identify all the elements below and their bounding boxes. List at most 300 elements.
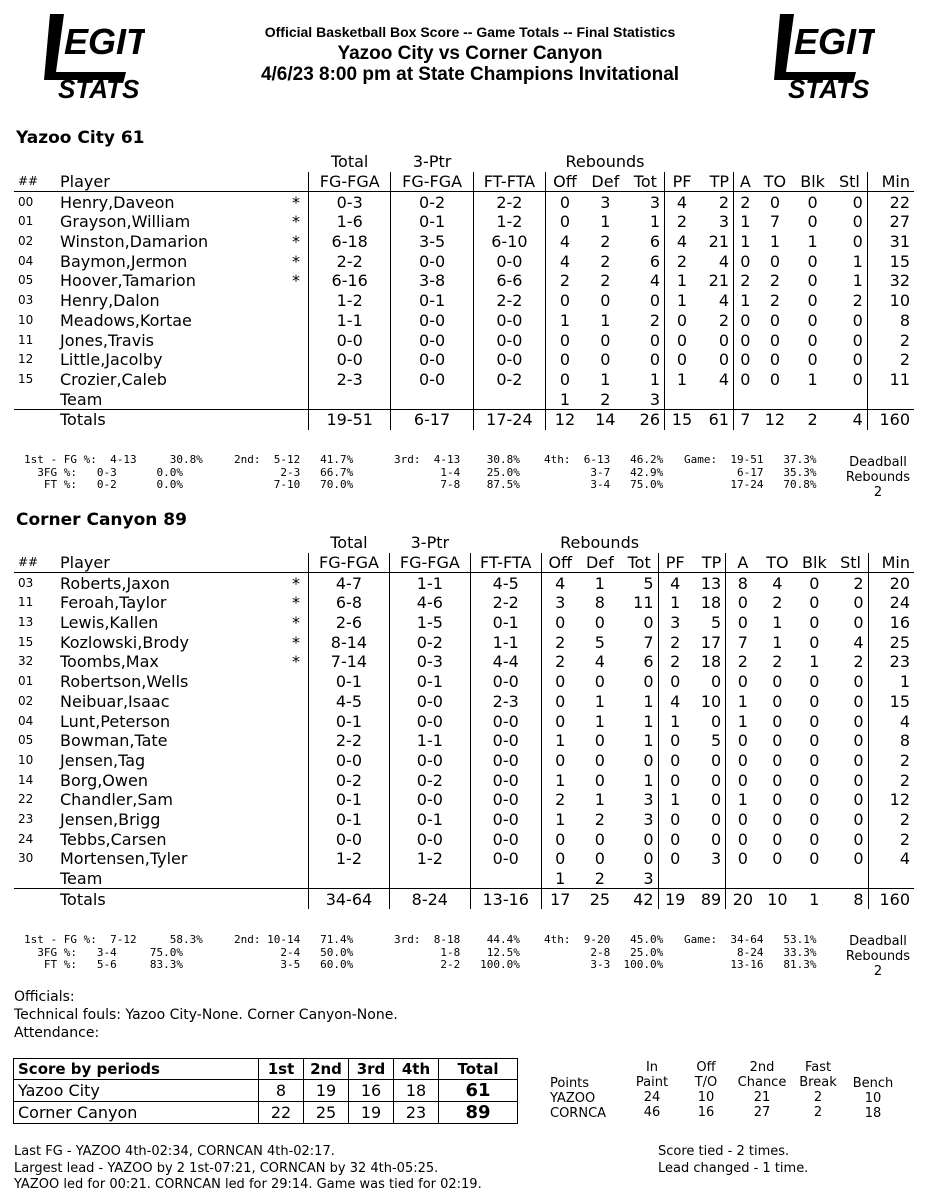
starter-mark: * xyxy=(292,251,300,271)
player-number: 05 xyxy=(18,273,34,288)
ft: 4-4 xyxy=(470,652,541,672)
steals: 0 xyxy=(834,790,868,810)
steals: 4 xyxy=(834,632,868,652)
assists: 0 xyxy=(740,330,751,350)
empty xyxy=(692,869,726,889)
fg: 0-1 xyxy=(309,672,390,692)
empty xyxy=(309,869,390,889)
def-reb: 0 xyxy=(594,770,605,790)
ft: 0-2 xyxy=(473,370,545,390)
steals: 2 xyxy=(834,573,868,593)
player-row xyxy=(14,810,914,830)
tot-reb: 3 xyxy=(621,869,658,889)
three-pt: 0-0 xyxy=(391,311,473,331)
fg: 6-18 xyxy=(309,232,391,252)
empty xyxy=(734,389,757,409)
pf: 0 xyxy=(676,350,688,370)
empty xyxy=(699,389,734,409)
def-reb: 1 xyxy=(594,790,605,810)
ft: 0-1 xyxy=(470,613,541,633)
tp: 0 xyxy=(692,770,726,790)
tp: 0 xyxy=(692,790,726,810)
empty xyxy=(832,389,867,409)
group-rebounds-label: Rebounds xyxy=(565,152,645,172)
assists: 0 xyxy=(740,310,751,330)
player-name: Jones,Travis xyxy=(60,330,154,350)
off-reb: 1 xyxy=(555,869,566,889)
starter-mark xyxy=(284,711,309,731)
totals-row xyxy=(14,889,914,909)
fg: 8-14 xyxy=(309,632,390,652)
pf: 2 xyxy=(676,212,688,232)
ft: 0-0 xyxy=(470,731,541,751)
turnovers: 4 xyxy=(772,573,783,593)
assists: 1 xyxy=(737,691,748,711)
player-number: 15 xyxy=(18,371,34,386)
pct-block-3: 3rd: 8-18 44.4% 1-8 12.5% 2-2 100.0% xyxy=(394,933,520,971)
player-name: Meadows,Kortae xyxy=(60,310,192,330)
player-name: Hoover,Tamarion xyxy=(60,271,196,291)
fg: 19-51 xyxy=(309,409,391,429)
pct-block-4: 4th: 6-13 46.2% 3-7 42.9% 3-4 75.0% xyxy=(544,453,664,491)
assists: 1 xyxy=(740,291,751,311)
player-row xyxy=(14,632,914,652)
def-reb: 1 xyxy=(600,369,611,389)
tot-reb: 3 xyxy=(627,192,665,212)
player-number: 00 xyxy=(18,194,34,209)
pf: 0 xyxy=(670,672,681,692)
tp: 10 xyxy=(692,692,726,712)
empty xyxy=(665,389,700,409)
player-row xyxy=(14,711,914,731)
steals: 0 xyxy=(832,350,867,370)
steals: 0 xyxy=(832,311,867,331)
tp: 21 xyxy=(699,232,734,252)
player-row xyxy=(14,751,914,771)
blocks: 0 xyxy=(809,750,820,770)
empty xyxy=(757,152,793,172)
turnovers: 7 xyxy=(769,212,780,232)
player-row xyxy=(14,330,914,350)
fg: 1-2 xyxy=(309,849,390,869)
tp: 5 xyxy=(692,731,726,751)
steals: 0 xyxy=(832,232,867,252)
pct-block-1: 1st - FG %: 7-12 58.3% 3FG %: 3-4 75.0% FT %: 5-6 83.3% xyxy=(24,933,203,971)
blocks: 0 xyxy=(809,632,820,652)
def-reb: 0 xyxy=(594,731,605,751)
col-tp: TP xyxy=(692,553,726,573)
assists: 2 xyxy=(737,652,748,672)
player-name: Mortensen,Tyler xyxy=(60,849,188,869)
starter-mark xyxy=(284,810,309,830)
def-reb: 2 xyxy=(594,809,605,829)
assists: 1 xyxy=(737,790,748,810)
turnovers: 0 xyxy=(772,711,783,731)
player-name: Winston,Damarion xyxy=(60,232,209,252)
off-reb: 17 xyxy=(541,889,579,909)
blocks: 0 xyxy=(807,212,818,232)
pf: 1 xyxy=(670,711,681,731)
tp: 0 xyxy=(692,711,726,731)
off-reb: 2 xyxy=(555,790,566,810)
ft: 2-2 xyxy=(470,593,541,613)
minutes: 25 xyxy=(889,632,910,652)
off-reb: 0 xyxy=(555,829,566,849)
tp: 3 xyxy=(699,212,734,232)
empty xyxy=(867,389,914,409)
totals-row xyxy=(14,409,914,429)
ft: 2-2 xyxy=(473,192,545,212)
assists: 8 xyxy=(737,573,748,593)
tot-reb: 0 xyxy=(621,751,658,771)
player-number: 01 xyxy=(18,214,34,229)
player-number: 15 xyxy=(18,634,34,649)
empty xyxy=(699,152,734,172)
fg: 1-2 xyxy=(309,291,391,311)
empty xyxy=(284,152,309,172)
team-label: Team xyxy=(60,389,103,409)
starter-mark: * xyxy=(292,632,300,652)
blocks: 2 xyxy=(793,409,832,429)
group-rebounds-label: Rebounds xyxy=(560,533,640,553)
def-reb: 2 xyxy=(594,869,605,889)
starter-mark: * xyxy=(292,212,300,232)
def-reb: 0 xyxy=(594,849,605,869)
empty xyxy=(665,152,700,172)
group-total-label: Total xyxy=(330,533,368,553)
player-number: 11 xyxy=(18,595,34,610)
pct-block-4: 4th: 9-20 45.0% 2-8 25.0% 3-3 100.0% xyxy=(544,933,664,971)
off-reb: 2 xyxy=(559,271,571,291)
pct-block-5: Game: 34-64 53.1% 8-24 33.3% 13-16 81.3% xyxy=(684,933,817,971)
ft: 4-5 xyxy=(470,573,541,593)
team2-deadball-rebounds: Deadball Rebounds 2 xyxy=(845,934,911,979)
off-reb: 2 xyxy=(555,652,566,672)
player-row xyxy=(14,790,914,810)
empty xyxy=(793,152,832,172)
tp: 4 xyxy=(699,251,734,271)
tp: 2 xyxy=(699,311,734,331)
assists: 0 xyxy=(737,731,748,751)
pct-block-1: 1st - FG %: 4-13 30.8% 3FG %: 0-3 0.0% FT %: 0-2 0.0% xyxy=(24,453,203,491)
minutes: 4 xyxy=(899,849,910,869)
col-fg: FG-FGA xyxy=(309,553,390,573)
three-pt: 0-1 xyxy=(391,291,473,311)
turnovers: 0 xyxy=(772,809,783,829)
tot-reb: 5 xyxy=(621,573,658,593)
legit-stats-logo-left xyxy=(30,10,145,102)
player-number: 14 xyxy=(18,772,34,787)
def-reb: 0 xyxy=(600,291,611,311)
steals: 0 xyxy=(834,810,868,830)
blocks: 1 xyxy=(807,232,818,252)
assists: 7 xyxy=(737,632,748,652)
def-reb: 1 xyxy=(594,711,605,731)
off-reb: 4 xyxy=(555,573,566,593)
turnovers: 0 xyxy=(772,731,783,751)
team2-title: Corner Canyon 89 xyxy=(16,510,187,530)
tot-reb: 1 xyxy=(627,212,665,232)
tp: 0 xyxy=(692,810,726,830)
three-pt: 1-2 xyxy=(389,849,470,869)
tot-reb: 1 xyxy=(621,711,658,731)
fg: 6-16 xyxy=(309,271,391,291)
col-ft: FT-FTA xyxy=(473,172,545,192)
turnovers: 0 xyxy=(772,849,783,869)
ft: 0-0 xyxy=(473,350,545,370)
ft: 0-0 xyxy=(470,672,541,692)
empty xyxy=(760,533,796,553)
player-row xyxy=(14,692,914,712)
ft: 2-3 xyxy=(470,692,541,712)
fg: 0-0 xyxy=(309,829,390,849)
player-name: Henry,Daveon xyxy=(60,192,175,212)
pf: 0 xyxy=(670,849,681,869)
svg-text:STATS: STATS xyxy=(58,74,140,102)
col-num: ## xyxy=(14,553,56,573)
turnovers: 2 xyxy=(769,291,780,311)
fg: 2-6 xyxy=(309,613,390,633)
player-name: Jensen,Brigg xyxy=(60,809,161,829)
starter-mark: * xyxy=(292,593,300,613)
off-reb: 1 xyxy=(555,770,566,790)
player-name: Chandler,Sam xyxy=(60,790,173,810)
col-stl: Stl xyxy=(834,553,868,573)
three-pt: 0-2 xyxy=(389,632,470,652)
player-name: Baymon,Jermon xyxy=(60,251,188,271)
player-number: 32 xyxy=(18,654,34,669)
empty xyxy=(14,409,56,429)
player-name: Toombs,Max xyxy=(60,652,159,672)
empty xyxy=(793,389,832,409)
tp: 4 xyxy=(699,291,734,311)
col-def: Def xyxy=(584,172,627,192)
pf: 4 xyxy=(670,573,681,593)
minutes: 8 xyxy=(899,731,910,751)
player-name: Feroah,Taylor xyxy=(60,593,167,613)
pct-block-2: 2nd: 5-12 41.7% 2-3 66.7% 7-10 70.0% xyxy=(234,453,354,491)
col-blk: Blk xyxy=(795,553,833,573)
tot-reb: 0 xyxy=(621,672,658,692)
ft: 17-24 xyxy=(473,409,545,429)
team-rebounds-row xyxy=(14,389,914,409)
starter-mark xyxy=(284,849,309,869)
starter-mark xyxy=(284,350,309,370)
tp: 0 xyxy=(692,751,726,771)
player-number: 22 xyxy=(18,792,34,807)
empty xyxy=(470,533,541,553)
blocks: 0 xyxy=(809,809,820,829)
fg: 34-64 xyxy=(309,889,390,909)
empty xyxy=(757,389,793,409)
def-reb: 4 xyxy=(594,652,605,672)
player-name: Robertson,Wells xyxy=(60,672,189,692)
turnovers: 1 xyxy=(772,632,783,652)
empty xyxy=(284,889,309,909)
blocks: 0 xyxy=(809,613,820,633)
empty xyxy=(389,869,470,889)
empty xyxy=(284,533,309,553)
off-reb: 0 xyxy=(555,711,566,731)
technical-fouls: Technical fouls: Yazoo City-None. Corner Canyon-None. xyxy=(14,1007,398,1023)
ft: 1-1 xyxy=(470,632,541,652)
three-pt: 0-0 xyxy=(389,790,470,810)
steals: 0 xyxy=(834,770,868,790)
minutes: 1 xyxy=(899,672,910,692)
fg: 2-2 xyxy=(309,731,390,751)
assists: 0 xyxy=(740,369,751,389)
player-name: Henry,Dalon xyxy=(60,291,160,311)
off-reb: 4 xyxy=(559,251,571,271)
assists: 1 xyxy=(740,212,751,232)
totals-label: Totals xyxy=(56,889,284,909)
tot-reb: 1 xyxy=(621,692,658,712)
team-label: Team xyxy=(60,869,103,889)
pf: 1 xyxy=(670,790,681,810)
col-player: Player xyxy=(56,172,284,192)
assists: 2 xyxy=(740,192,751,212)
group-3ptr-label: 3-Ptr xyxy=(410,533,450,553)
player-row xyxy=(14,613,914,633)
minutes: 20 xyxy=(889,573,910,593)
def-reb: 25 xyxy=(579,889,621,909)
off-reb: 0 xyxy=(559,330,571,350)
minutes: 16 xyxy=(889,613,910,633)
empty xyxy=(760,869,796,889)
group-3ptr-label: 3-Ptr xyxy=(412,152,452,172)
pf: 1 xyxy=(676,271,688,291)
steals: 0 xyxy=(832,330,867,350)
empty xyxy=(284,409,309,429)
def-reb: 0 xyxy=(594,613,605,633)
player-row xyxy=(14,672,914,692)
player-number: 10 xyxy=(18,312,34,327)
def-reb: 5 xyxy=(594,632,605,652)
off-reb: 1 xyxy=(559,389,571,409)
off-reb: 3 xyxy=(555,593,566,613)
blocks: 1 xyxy=(795,889,833,909)
empty xyxy=(14,869,56,889)
steals: 1 xyxy=(832,251,867,271)
steals: 0 xyxy=(834,829,868,849)
steals: 1 xyxy=(832,271,867,291)
three-pt: 0-0 xyxy=(389,829,470,849)
column-group-header xyxy=(14,533,914,553)
turnovers: 2 xyxy=(772,593,783,613)
tp: 0 xyxy=(699,330,734,350)
tp: 3 xyxy=(692,849,726,869)
player-number: 23 xyxy=(18,811,34,826)
minutes: 31 xyxy=(889,232,910,252)
blocks: 0 xyxy=(809,672,820,692)
minutes: 2 xyxy=(899,350,910,370)
tot-reb: 6 xyxy=(621,652,658,672)
def-reb: 3 xyxy=(600,192,611,212)
minutes: 160 xyxy=(867,409,914,429)
tot-reb: 1 xyxy=(621,770,658,790)
blocks: 0 xyxy=(807,251,818,271)
off-reb: 0 xyxy=(555,691,566,711)
fg: 0-1 xyxy=(309,711,390,731)
ft: 6-6 xyxy=(473,271,545,291)
ft: 0-0 xyxy=(473,311,545,331)
empty xyxy=(734,152,757,172)
ft: 0-0 xyxy=(470,711,541,731)
player-row xyxy=(14,573,914,593)
col-off: Off xyxy=(541,553,579,573)
fg: 0-1 xyxy=(309,790,390,810)
col-pf: PF xyxy=(658,553,692,573)
def-reb: 1 xyxy=(600,212,611,232)
steals: 0 xyxy=(834,731,868,751)
team1-deadball-rebounds: Deadball Rebounds 2 xyxy=(845,455,911,500)
starter-mark xyxy=(284,790,309,810)
off-reb: 1 xyxy=(559,310,571,330)
player-number: 02 xyxy=(18,234,34,249)
blocks: 0 xyxy=(809,691,820,711)
turnovers: 0 xyxy=(772,790,783,810)
assists: 7 xyxy=(734,409,757,429)
turnovers: 2 xyxy=(772,652,783,672)
player-row xyxy=(14,192,914,212)
tot-reb: 6 xyxy=(627,251,665,271)
tp: 0 xyxy=(692,829,726,849)
report-title: Official Basketball Box Score -- Game Totals -- Final Statistics xyxy=(264,24,676,40)
three-pt: 0-0 xyxy=(391,370,473,390)
player-row xyxy=(14,731,914,751)
fg: 0-1 xyxy=(309,810,390,830)
off-reb: 0 xyxy=(559,369,571,389)
player-number: 03 xyxy=(18,575,34,590)
turnovers: 0 xyxy=(769,251,780,271)
fg: 4-7 xyxy=(309,573,390,593)
empty xyxy=(14,889,56,909)
off-reb: 0 xyxy=(559,192,571,212)
assists: 0 xyxy=(740,350,751,370)
empty xyxy=(726,533,760,553)
starter-mark: * xyxy=(292,652,300,672)
minutes: 15 xyxy=(889,251,910,271)
game-date-venue: 4/6/23 8:00 pm at State Champions Invitational xyxy=(260,64,680,85)
pf: 4 xyxy=(676,192,688,212)
col-stl: Stl xyxy=(832,172,867,192)
player-row xyxy=(14,291,914,311)
assists: 0 xyxy=(737,809,748,829)
attendance: Attendance: xyxy=(14,1025,100,1041)
team1-title: Yazoo City 61 xyxy=(16,128,145,148)
off-reb: 0 xyxy=(559,291,571,311)
off-reb: 2 xyxy=(555,632,566,652)
tot-reb: 4 xyxy=(627,271,665,291)
def-reb: 8 xyxy=(594,593,605,613)
empty xyxy=(309,389,391,409)
starter-mark: * xyxy=(292,271,300,291)
starter-mark: * xyxy=(292,192,300,212)
pf: 0 xyxy=(670,731,681,751)
starter-mark xyxy=(284,291,309,311)
tp: 5 xyxy=(692,613,726,633)
assists: 0 xyxy=(737,672,748,692)
minutes: 27 xyxy=(889,212,910,232)
col-starter xyxy=(284,553,309,573)
empty xyxy=(832,152,867,172)
svg-text:EGIT: EGIT xyxy=(64,21,145,62)
empty xyxy=(470,869,541,889)
report-header xyxy=(150,22,790,85)
tot-reb: 42 xyxy=(621,889,658,909)
player-number: 03 xyxy=(18,293,34,308)
tot-reb: 3 xyxy=(621,790,658,810)
